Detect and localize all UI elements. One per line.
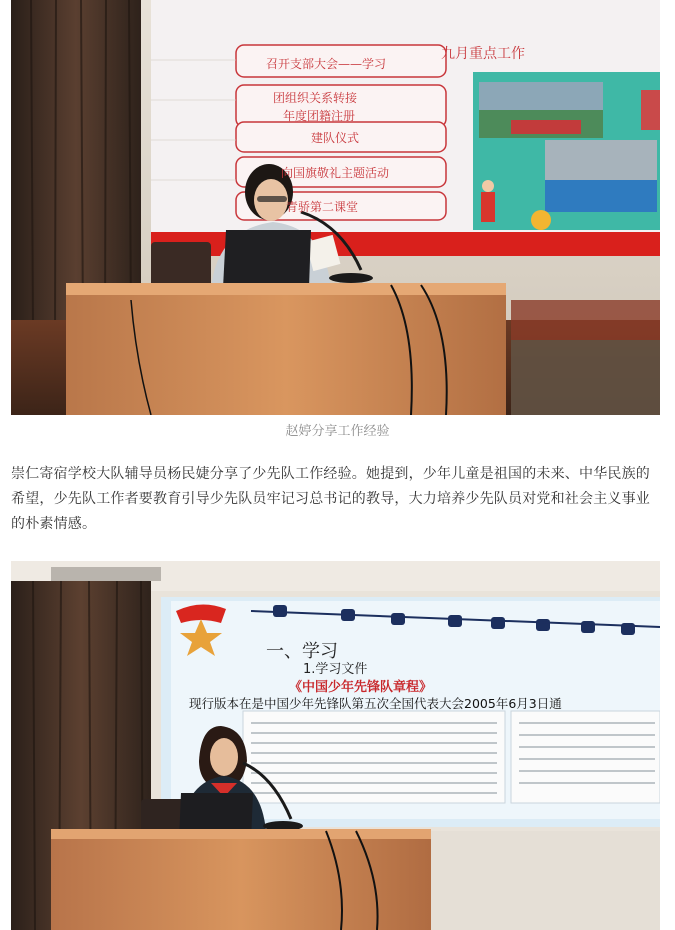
slide-item-2: 团组织关系转接 [273,91,358,105]
article-paragraph: 崇仁寄宿学校大队辅导员杨民婕分享了少先队工作经验。她提到，少年儿童是祖国的未来、中华民族的希望，少先队工作者要教育引导少先队员牢记习总书记的教导，大力培养少先队员对党和社会主义事业的朴素情感。 [11,466,650,532]
slide-item-1: 召开支部大会——学习 [266,57,387,71]
photo-speaker-yangminjie [11,561,660,930]
slide-subheading: 1.学习文件 [303,662,368,677]
photo-speaker-zhaoting [11,0,660,415]
photo2-scene [11,561,660,930]
slide-item-3: 年度团籍注册 [283,109,356,123]
slide-title: 九月重点工作 [441,46,525,62]
slide-document-title: 《中国少年先锋队章程》 [289,680,433,695]
slide-heading: 一、学习 [266,641,338,662]
slide-line: 现行版本在是中国少年先锋队第五次全国代表大会2005年6月3日通 [189,696,562,711]
slide-item-6: 青骄第二课堂 [286,200,359,214]
slide-item-5: 向国旗敬礼主题活动 [281,166,390,180]
slide-item-4: 建队仪式 [311,131,360,145]
photo-caption: 赵婷分享工作经验 [285,424,390,439]
photo1-scene [11,0,660,415]
